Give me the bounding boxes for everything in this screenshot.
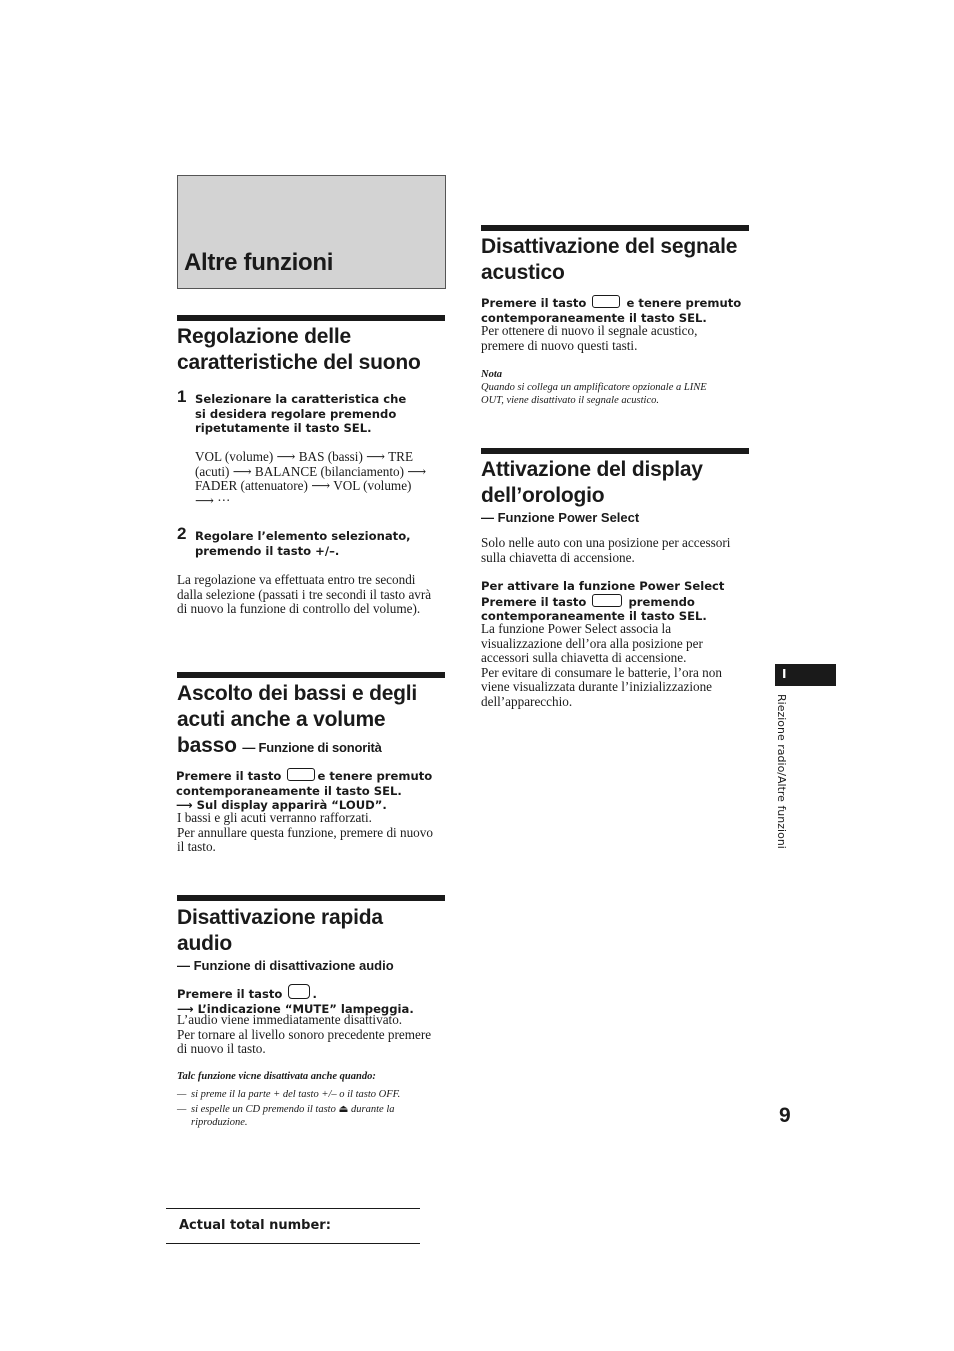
right-arrow-icon: ⟶ xyxy=(176,798,193,812)
clock-subheading: — Funzione Power Select xyxy=(481,510,640,525)
step-1-instruction: Selezionare la caratteristica che si desidera regolare premendo ripetutamente il tasto SEL. xyxy=(195,392,407,435)
section-heading-beep: Disattivazione del segnale acustico xyxy=(481,235,738,284)
footer-rule-top xyxy=(166,1208,420,1209)
section-heading-clock: Attivazione del display dell’orologio xyxy=(481,458,703,507)
button-outline-icon xyxy=(288,984,310,999)
step-number-1: 1 xyxy=(177,387,187,406)
side-tab-label: Riezione radio/Altre funzioni xyxy=(775,694,788,849)
eject-icon: ⏏ xyxy=(338,1104,349,1115)
section-rule-loud xyxy=(177,672,445,678)
right-arrow-icon: ⟶ xyxy=(407,463,427,479)
footer-rule-bottom xyxy=(166,1243,420,1244)
title-box xyxy=(177,175,446,289)
button-outline-icon xyxy=(287,768,315,781)
clock-instruction: Per attivare la funzione Power Select Premere il tasto premendo contemporaneamente il tasto SEL. xyxy=(481,579,725,623)
section-rule-sound xyxy=(177,315,445,321)
mute-body-text: L’audio viene immediatamente disattivato. Per tornare al livello sonoro precedente premere di nuovo il tasto. xyxy=(177,1012,432,1057)
section-rule-mute xyxy=(177,895,445,901)
mute-note-item-2: — si espelle un CD premendo il tasto ⏏ durante la riproduzione. xyxy=(177,1104,395,1128)
section-heading-loud: Ascolto dei bassi e degli acuti anche a volume basso — Funzione di sonorità xyxy=(177,682,418,757)
button-outline-icon xyxy=(592,594,622,607)
beep-body-text: Per ottenere di nuovo il segnale acustico, premere di nuovo questi tasti. xyxy=(481,323,698,353)
clock-body-intro: Solo nelle auto con una posizione per accessori sulla chiavetta di accensione. xyxy=(481,535,731,565)
side-tab xyxy=(775,664,836,686)
page-title: Altre funzioni xyxy=(184,249,334,276)
right-arrow-icon: ⟶ xyxy=(276,449,296,464)
beep-note-body: Quando si collega un amplificatore opzionale a LINE OUT, viene disattivato il segnale acustico. xyxy=(481,382,707,406)
right-arrow-icon: ⟶ xyxy=(311,478,331,494)
button-outline-icon xyxy=(592,295,620,308)
right-arrow-icon: ⟶ xyxy=(177,1001,194,1016)
mute-note-title: Talc funzione vicne disattivata anche quando: xyxy=(177,1071,376,1082)
footer-label: Actual total number: xyxy=(179,1218,331,1233)
step-number-2: 2 xyxy=(177,524,187,543)
section-heading-sound: Regolazione delle caratteristiche del suono xyxy=(177,325,421,374)
mute-subheading: — Funzione di disattivazione audio xyxy=(177,958,394,973)
section-rule-beep xyxy=(481,225,749,231)
mute-note-item-1: — si preme il la parte + del tasto +/– o il tasto OFF. xyxy=(177,1089,401,1100)
step-2-instruction: Regolare l’elemento selezionato, premendo il tasto +/–. xyxy=(195,529,411,558)
beep-note-title: Nota xyxy=(481,369,502,380)
step-1-sequence: VOL (volume) ⟶ BAS (bassi) ⟶ TRE (acuti) ⟶ BALANCE (bilanciamento) ⟶ FADER (attenuatore) ⟶ VOL (volume) ⟶ ··· xyxy=(195,449,427,508)
sound-body-text: La regolazione va effettuata entro tre secondi dalla selezione (passati i tre secondi il tasto avrà di nuovo la funzione di controllo del volume). xyxy=(177,572,432,617)
loud-subheading: — Funzione di sonorità xyxy=(242,740,382,755)
section-heading-mute: Disattivazione rapida audio xyxy=(177,906,383,955)
right-arrow-icon: ⟶ xyxy=(366,449,386,464)
loud-body-text: I bassi e gli acuti verranno rafforzati. Per annullare questa funzione, premere di nuovo il tasto. xyxy=(177,810,433,855)
page-number: 9 xyxy=(779,1104,791,1127)
mute-instruction: Premere il tasto . ⟶ L’indicazione “MUTE” lampeggia. xyxy=(177,984,445,1016)
right-arrow-icon: ⟶ xyxy=(195,492,214,508)
beep-instruction: Premere il tasto e tenere premuto contemporaneamente il tasto SEL. xyxy=(481,296,742,325)
right-arrow-icon: ⟶ xyxy=(232,463,252,479)
clock-body-text: La funzione Power Select associa la visualizzazione dell’ora alla posizione per accessori sulla chiavetta di accensione. Per evitare di consumare le batterie, l’ora non viene visualizzata durante l’inizializzazione dell’apparecchio. xyxy=(481,621,722,709)
side-tab-letter: I xyxy=(782,667,787,681)
loud-instruction: Premere il tasto e tenere premuto contemporaneamente il tasto SEL. ⟶ Sul display apparirà “LOUD”. xyxy=(176,769,433,812)
section-rule-clock xyxy=(481,448,749,454)
